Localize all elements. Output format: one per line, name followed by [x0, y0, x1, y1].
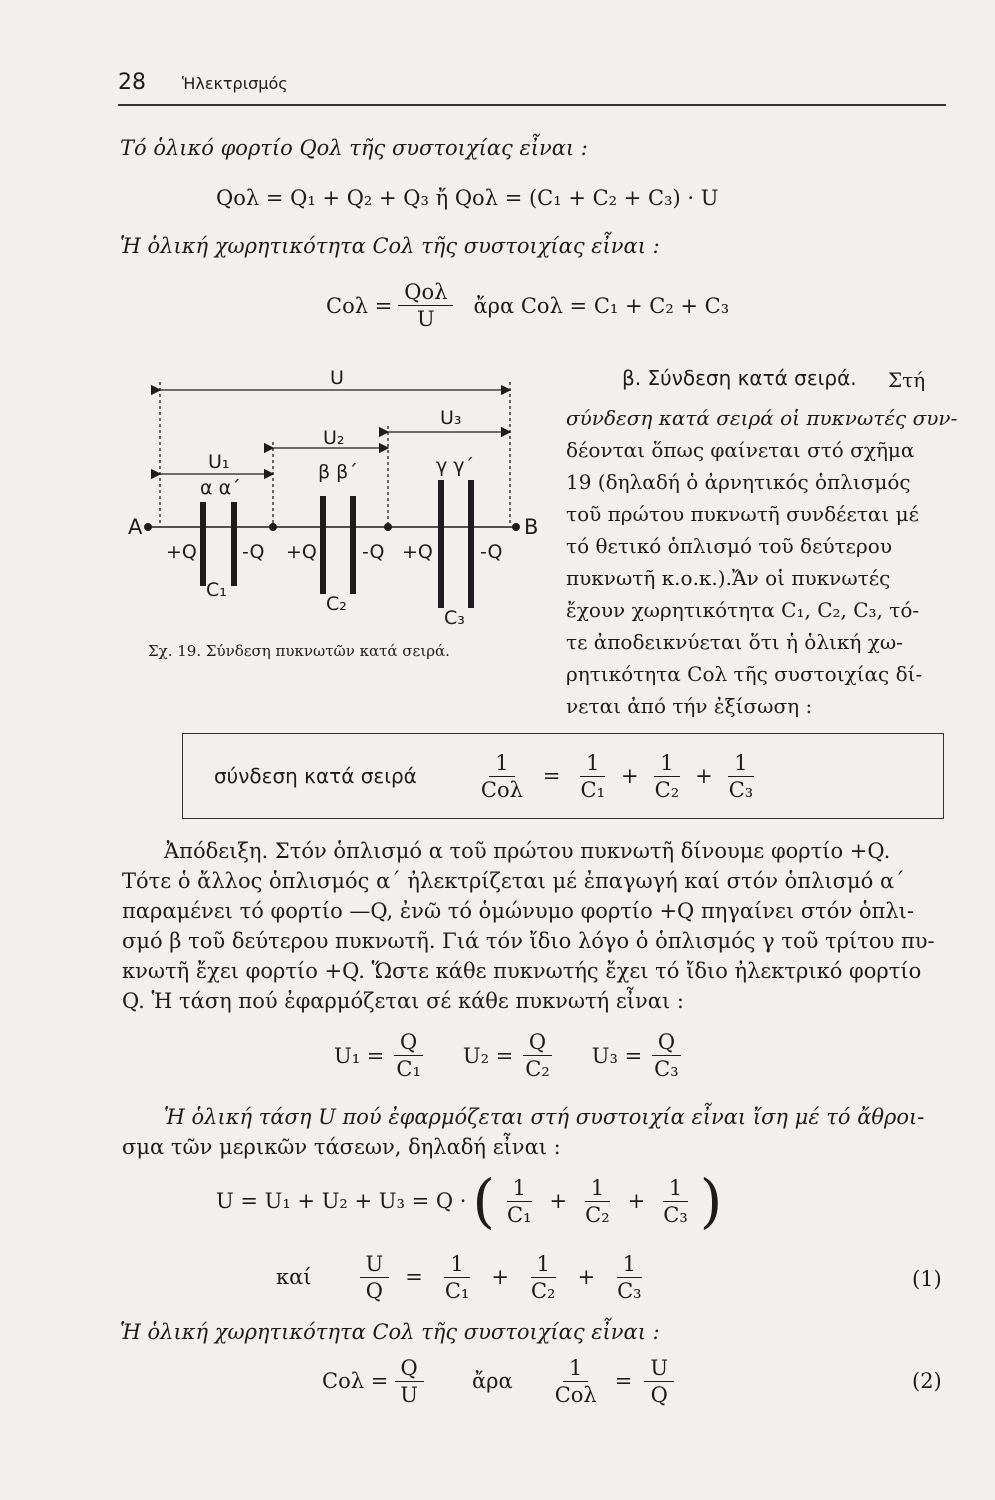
proof-line-0: Ἀπόδειξη. Στόν ὁπλισμό α τοῦ πρώτου πυκνωτῆ δίνουμε φορτίο +Q.	[164, 839, 891, 863]
frac-num: Q	[395, 1356, 424, 1382]
total-voltage-line-0: Ἡ ὁλική τάση U πού ἐφαρμόζεται στή συστοιχία εἶναι ἴση μέ τό ἄθροι-	[164, 1105, 925, 1129]
proof-paragraph	[122, 836, 935, 1016]
total-charge-equation: Qολ = Q₁ + Q₂ + Q₃ ἤ Qολ = (C₁ + C₂ + C₃) · U	[216, 186, 719, 210]
frac-num: 1	[489, 751, 514, 777]
section-line-10: νεται ἀπό τήν ἐξίσωση :	[566, 694, 813, 718]
U-sum: U = U₁ + U₂ + U₃ = Q ·	[216, 1189, 467, 1213]
section-line-9: ρητικότητα Cολ τῆς συστοιχίας δί-	[566, 662, 923, 686]
frac-den: U	[400, 1382, 418, 1407]
series-formula: σύνδεση κατά σειρά $\frac{1}{\text{Cολ}}$ = $\frac{1}{\text{C₁}}$ + $\frac{1}{\text{C₂}}$ + $\frac{1}{\text{C₃}}$	[214, 738, 765, 814]
running-title: Ἡλεκτρισμός	[182, 74, 288, 93]
section-line-8: τε ἀποδεικνύεται ὅτι ἡ ὁλική χω-	[566, 630, 903, 654]
fig-label-gamma: γ γ΄	[436, 455, 475, 477]
frac-den: C₂	[585, 1202, 610, 1227]
section-line-6: πυκνωτῆ κ.ο.κ.).Ἄν οἱ πυκνωτές	[566, 566, 891, 590]
section-line-0: Στή	[888, 368, 926, 392]
frac-den: C₃	[654, 1057, 679, 1081]
fig-label-B: B	[524, 515, 539, 539]
section-line-2: δέονται ὅπως φαίνεται στό σχῆμα	[566, 438, 915, 462]
frac-den: C₂	[525, 1057, 550, 1081]
fig-label-minusQ-1: -Q	[242, 541, 265, 563]
frac-num: 1	[728, 751, 753, 777]
frac-den: C₃	[728, 777, 754, 802]
frac-num: 1	[507, 1176, 532, 1202]
fig-label-A: A	[128, 515, 143, 539]
page-number: 28	[118, 70, 146, 95]
section-line-1: σύνδεση κατά σειρά οἱ πυκνωτές συν-	[566, 406, 958, 430]
proof-line-1: Τότε ὁ ἄλλος ὁπλισμός α΄ ἠλεκτρίζεται μέ ἐπαγωγή καί στόν ὁπλισμό α΄	[122, 869, 905, 893]
frac-num: U	[360, 1252, 390, 1278]
fig-label-U3: U₃	[440, 407, 462, 429]
eq2-left: Cολ =	[326, 293, 393, 318]
frac-den: Cολ	[480, 777, 523, 802]
fig-label-plusQ-3: +Q	[402, 541, 433, 563]
figure-caption: Σχ. 19. Σύνδεση πυκνωτῶν κατά σειρά.	[148, 642, 450, 660]
section-heading: β. Σύνδεση κατά σειρά.	[622, 366, 857, 390]
fig-label-C2: C₂	[326, 593, 347, 615]
fig-label-C3: C₃	[444, 607, 465, 629]
box-label: σύνδεση κατά σειρά	[214, 764, 417, 788]
eq2-fraction	[398, 280, 453, 331]
section-line-5: τό θετικό ὁπλισμό τοῦ δεύτερου	[566, 534, 892, 558]
frac-num: 1	[580, 751, 605, 777]
equation-2: Cολ = $\frac{Q}{U}$ ἄρα $\frac{1}{\text{Cολ}}$ = $\frac{U}{Q}$	[322, 1350, 680, 1412]
fig-label-U1: U₁	[208, 451, 230, 473]
fig-label-U: U	[330, 367, 344, 389]
frac-num: 1	[654, 751, 679, 777]
fig-label-beta: β β΄	[318, 461, 358, 483]
frac-num: Q	[394, 1030, 423, 1056]
frac-den: C₁	[580, 777, 606, 802]
eq2-numerator: Qολ	[398, 280, 453, 306]
frac-num: 1	[444, 1252, 469, 1278]
frac-den: C₃	[663, 1202, 688, 1227]
total-capacitance-intro: Ἡ ὁλική χωρητικότητα Cολ τῆς συστοιχίας εἶναι :	[120, 234, 660, 258]
frac-num: U	[644, 1356, 674, 1382]
fig-label-alpha: α α΄	[200, 477, 241, 499]
fig-label-C1: C₁	[206, 579, 227, 601]
frac-num: 1	[585, 1176, 610, 1202]
partial-voltages	[334, 1030, 691, 1081]
section-line-7: ἔχουν χωρητικότητα C₁, C₂, C₃, τό-	[566, 598, 920, 622]
frac-den: C₁	[444, 1278, 470, 1303]
fig-label-plusQ-1: +Q	[166, 541, 197, 563]
kai: καί	[276, 1265, 312, 1289]
section-text	[566, 402, 957, 722]
fig-label-minusQ-2: -Q	[362, 541, 385, 563]
frac-num: 1	[531, 1252, 556, 1278]
proof-line-2: παραμένει τό φορτίο —Q, ἐνῶ τό ὁμώνυμο φορτίο +Q πηγαίνει στόν ὁπλι-	[122, 899, 914, 923]
frac-den: C₁	[507, 1202, 532, 1227]
section-line-4: τοῦ πρώτου πυκνωτῆ συνδέεται μέ	[566, 502, 919, 526]
frac-den: C₁	[396, 1057, 421, 1081]
frac-num: 1	[663, 1176, 688, 1202]
total-voltage-line-1: σμα τῶν μερικῶν τάσεων, δηλαδή εἶναι :	[122, 1135, 561, 1159]
total-voltage-paragraph	[122, 1102, 924, 1162]
section-line-3: 19 (δηλαδή ὁ ἀρνητικός ὁπλισμός	[566, 470, 911, 494]
proof-line-5: Q. Ἡ τάση πού ἐφαρμόζεται σέ κάθε πυκνωτή εἶναι :	[122, 989, 684, 1013]
fig-label-U2: U₂	[323, 427, 345, 449]
equation-number-2: (2)	[912, 1369, 942, 1393]
eq2-denominator: U	[417, 307, 435, 331]
total-charge-intro: Τό ὁλικό φορτίο Qολ τῆς συστοιχίας εἶναι :	[120, 136, 588, 160]
proof-line-4: κνωτῆ ἔχει φορτίο +Q. Ὥστε κάθε πυκνωτής ἔχει τό ἴδιο ἠλεκτρικό φορτίο	[122, 959, 922, 983]
series-capacitor-diagram	[118, 362, 550, 647]
frac-num: 1	[563, 1356, 588, 1382]
frac-num: Q	[652, 1030, 681, 1056]
total-capacitance-equation	[326, 280, 729, 331]
frac-num: Q	[523, 1030, 552, 1056]
fig-label-plusQ-2: +Q	[286, 541, 317, 563]
Col-eq: Cολ =	[322, 1369, 389, 1393]
total-voltage-equation: U = U₁ + U₂ + U₃ = Q · ( $\frac{1}{\text{C₁}}$ + $\frac{1}{\text{C₂}}$ + $\frac{1}{\text{C₃}}$ )	[216, 1167, 723, 1235]
frac-den: C₂	[530, 1278, 556, 1303]
frac-den: Q	[365, 1278, 383, 1303]
fig-label-minusQ-3: -Q	[480, 541, 503, 563]
frac-num: 1	[617, 1252, 642, 1278]
U2-eq: U₂ =	[462, 1043, 514, 1068]
header-rule	[118, 104, 946, 106]
ara: ἄρα	[472, 1369, 513, 1393]
frac-den: Cολ	[554, 1382, 597, 1407]
frac-den: Q	[650, 1382, 668, 1407]
proof-line-3: σμό β τοῦ δεύτερου πυκνωτῆ. Γιά τόν ἴδιο λόγο ὁ ὁπλισμός γ τοῦ τρίτου πυ-	[122, 929, 935, 953]
equation-number-1: (1)	[912, 1267, 942, 1291]
eq2-right: ἄρα Cολ = C₁ + C₂ + C₃	[473, 293, 730, 318]
last-capacitance-intro: Ἡ ὁλική χωρητικότητα Cολ τῆς συστοιχίας εἶναι :	[120, 1320, 660, 1344]
frac-den: C₃	[617, 1278, 642, 1303]
equation-1: καί $\frac{U}{Q}$ = $\frac{1}{\text{C₁}}$ + $\frac{1}{\text{C₂}}$ + $\frac{1}{\text{C₃}}$	[276, 1246, 654, 1308]
U3-eq: U₃ =	[591, 1043, 643, 1068]
frac-den: C₂	[654, 777, 680, 802]
U1-eq: U₁ =	[334, 1043, 385, 1068]
